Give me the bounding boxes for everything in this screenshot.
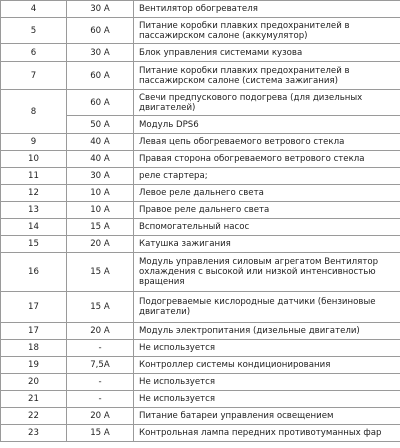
fuse-number: 15 [1,236,67,253]
fuse-rating: - [67,340,134,357]
fuse-rating: 30 A [67,1,134,18]
fuse-description: Правое реле дальнего света [134,202,400,219]
fuse-description: Модуль управления силовым агрегатом Вентилятор охлаждения с высокой или низкой интенсивностью вращения [134,253,400,292]
fuse-rating: 7,5A [67,357,134,374]
fuse-description: Катушка зажигания [134,236,400,253]
fuse-rating: 40 A [67,134,134,151]
fuse-rating: 30 A [67,168,134,185]
fuse-description: Левая цепь обогреваемого ветрового стекла [134,134,400,151]
fuse-number: 13 [1,202,67,219]
fuse-number: 17 [1,292,67,323]
table-row [1,168,400,185]
table-row [1,44,400,62]
fuse-number: 8 [1,90,67,134]
table-row [1,340,400,357]
fuse-description: Контроллер системы кондиционирования [134,357,400,374]
table-row [1,151,400,168]
fuse-rating: 15 A [67,253,134,292]
table-row [1,408,400,425]
table-row [1,18,400,44]
fuse-description: Блок управления системами кузова [134,44,400,62]
fuse-number: 10 [1,151,67,168]
fuse-number: 14 [1,219,67,236]
fuse-rating: 15 A [67,425,134,442]
fuse-rating: 10 A [67,202,134,219]
table-row [1,391,400,408]
fuse-number: 22 [1,408,67,425]
fuse-number: 6 [1,44,67,62]
fuse-description: Свечи предпускового подогрева (для дизельных двигателей) [134,90,400,116]
fuse-number: 17 [1,323,67,340]
fuse-number: 9 [1,134,67,151]
fuse-rating: 20 A [67,236,134,253]
fuse-number: 21 [1,391,67,408]
table-row [1,374,400,391]
fuse-number: 20 [1,374,67,391]
fuse-number: 4 [1,1,67,18]
table-row [1,1,400,18]
fuse-rating: 60 A [67,90,134,116]
fuse-rating: 50 A [67,116,134,134]
fuse-description: Не используется [134,374,400,391]
fuse-description: Вспомогательный насос [134,219,400,236]
fuse-rating: 20 A [67,408,134,425]
fuse-number: 23 [1,425,67,442]
fuse-rating: 10 A [67,185,134,202]
table-row [1,292,400,323]
fuse-number: 7 [1,62,67,90]
table-row [1,62,400,90]
fuse-number: 11 [1,168,67,185]
fuse-description: Питание батареи управления освещением [134,408,400,425]
table-row [1,202,400,219]
fuse-description: реле стартера; [134,168,400,185]
fuse-description: Питание коробки плавких предохранителей в пассажирском салоне (система зажигания) [134,62,400,90]
fuse-description: Не используется [134,340,400,357]
fuse-rating: 40 A [67,151,134,168]
fuse-description: Питание коробки плавких предохранителей в пассажирском салоне (аккумулятор) [134,18,400,44]
table-row [1,253,400,292]
fuse-description: Правая сторона обогреваемого ветрового стекла [134,151,400,168]
fuse-number: 16 [1,253,67,292]
table-row [1,185,400,202]
fuse-number: 12 [1,185,67,202]
table-row [1,236,400,253]
fuse-rating: 15 A [67,292,134,323]
table-row [1,323,400,340]
fuse-rating: 15 A [67,219,134,236]
fuse-rating: 30 A [67,44,134,62]
table-row [1,219,400,236]
fuse-description: Модуль DPS6 [134,116,400,134]
fuse-rating: 60 A [67,18,134,44]
fuse-rating: - [67,391,134,408]
table-row [1,425,400,442]
table-row [1,90,400,116]
fuse-description: Вентилятор обогревателя [134,1,400,18]
fuse-description: Левое реле дальнего света [134,185,400,202]
fuse-rating: 20 A [67,323,134,340]
fuse-description: Контрольная лампа передних противотуманных фар [134,425,400,442]
fuse-rating: 60 A [67,62,134,90]
fuse-description: Подогреваемые кислородные датчики (бензиновые двигатели) [134,292,400,323]
fuse-rating: - [67,374,134,391]
fuse-description: Модуль электропитания (дизельные двигатели) [134,323,400,340]
fuse-number: 18 [1,340,67,357]
table-row [1,357,400,374]
table-row [1,134,400,151]
fuse-number: 5 [1,18,67,44]
fuse-description: Не используется [134,391,400,408]
fuse-number: 19 [1,357,67,374]
